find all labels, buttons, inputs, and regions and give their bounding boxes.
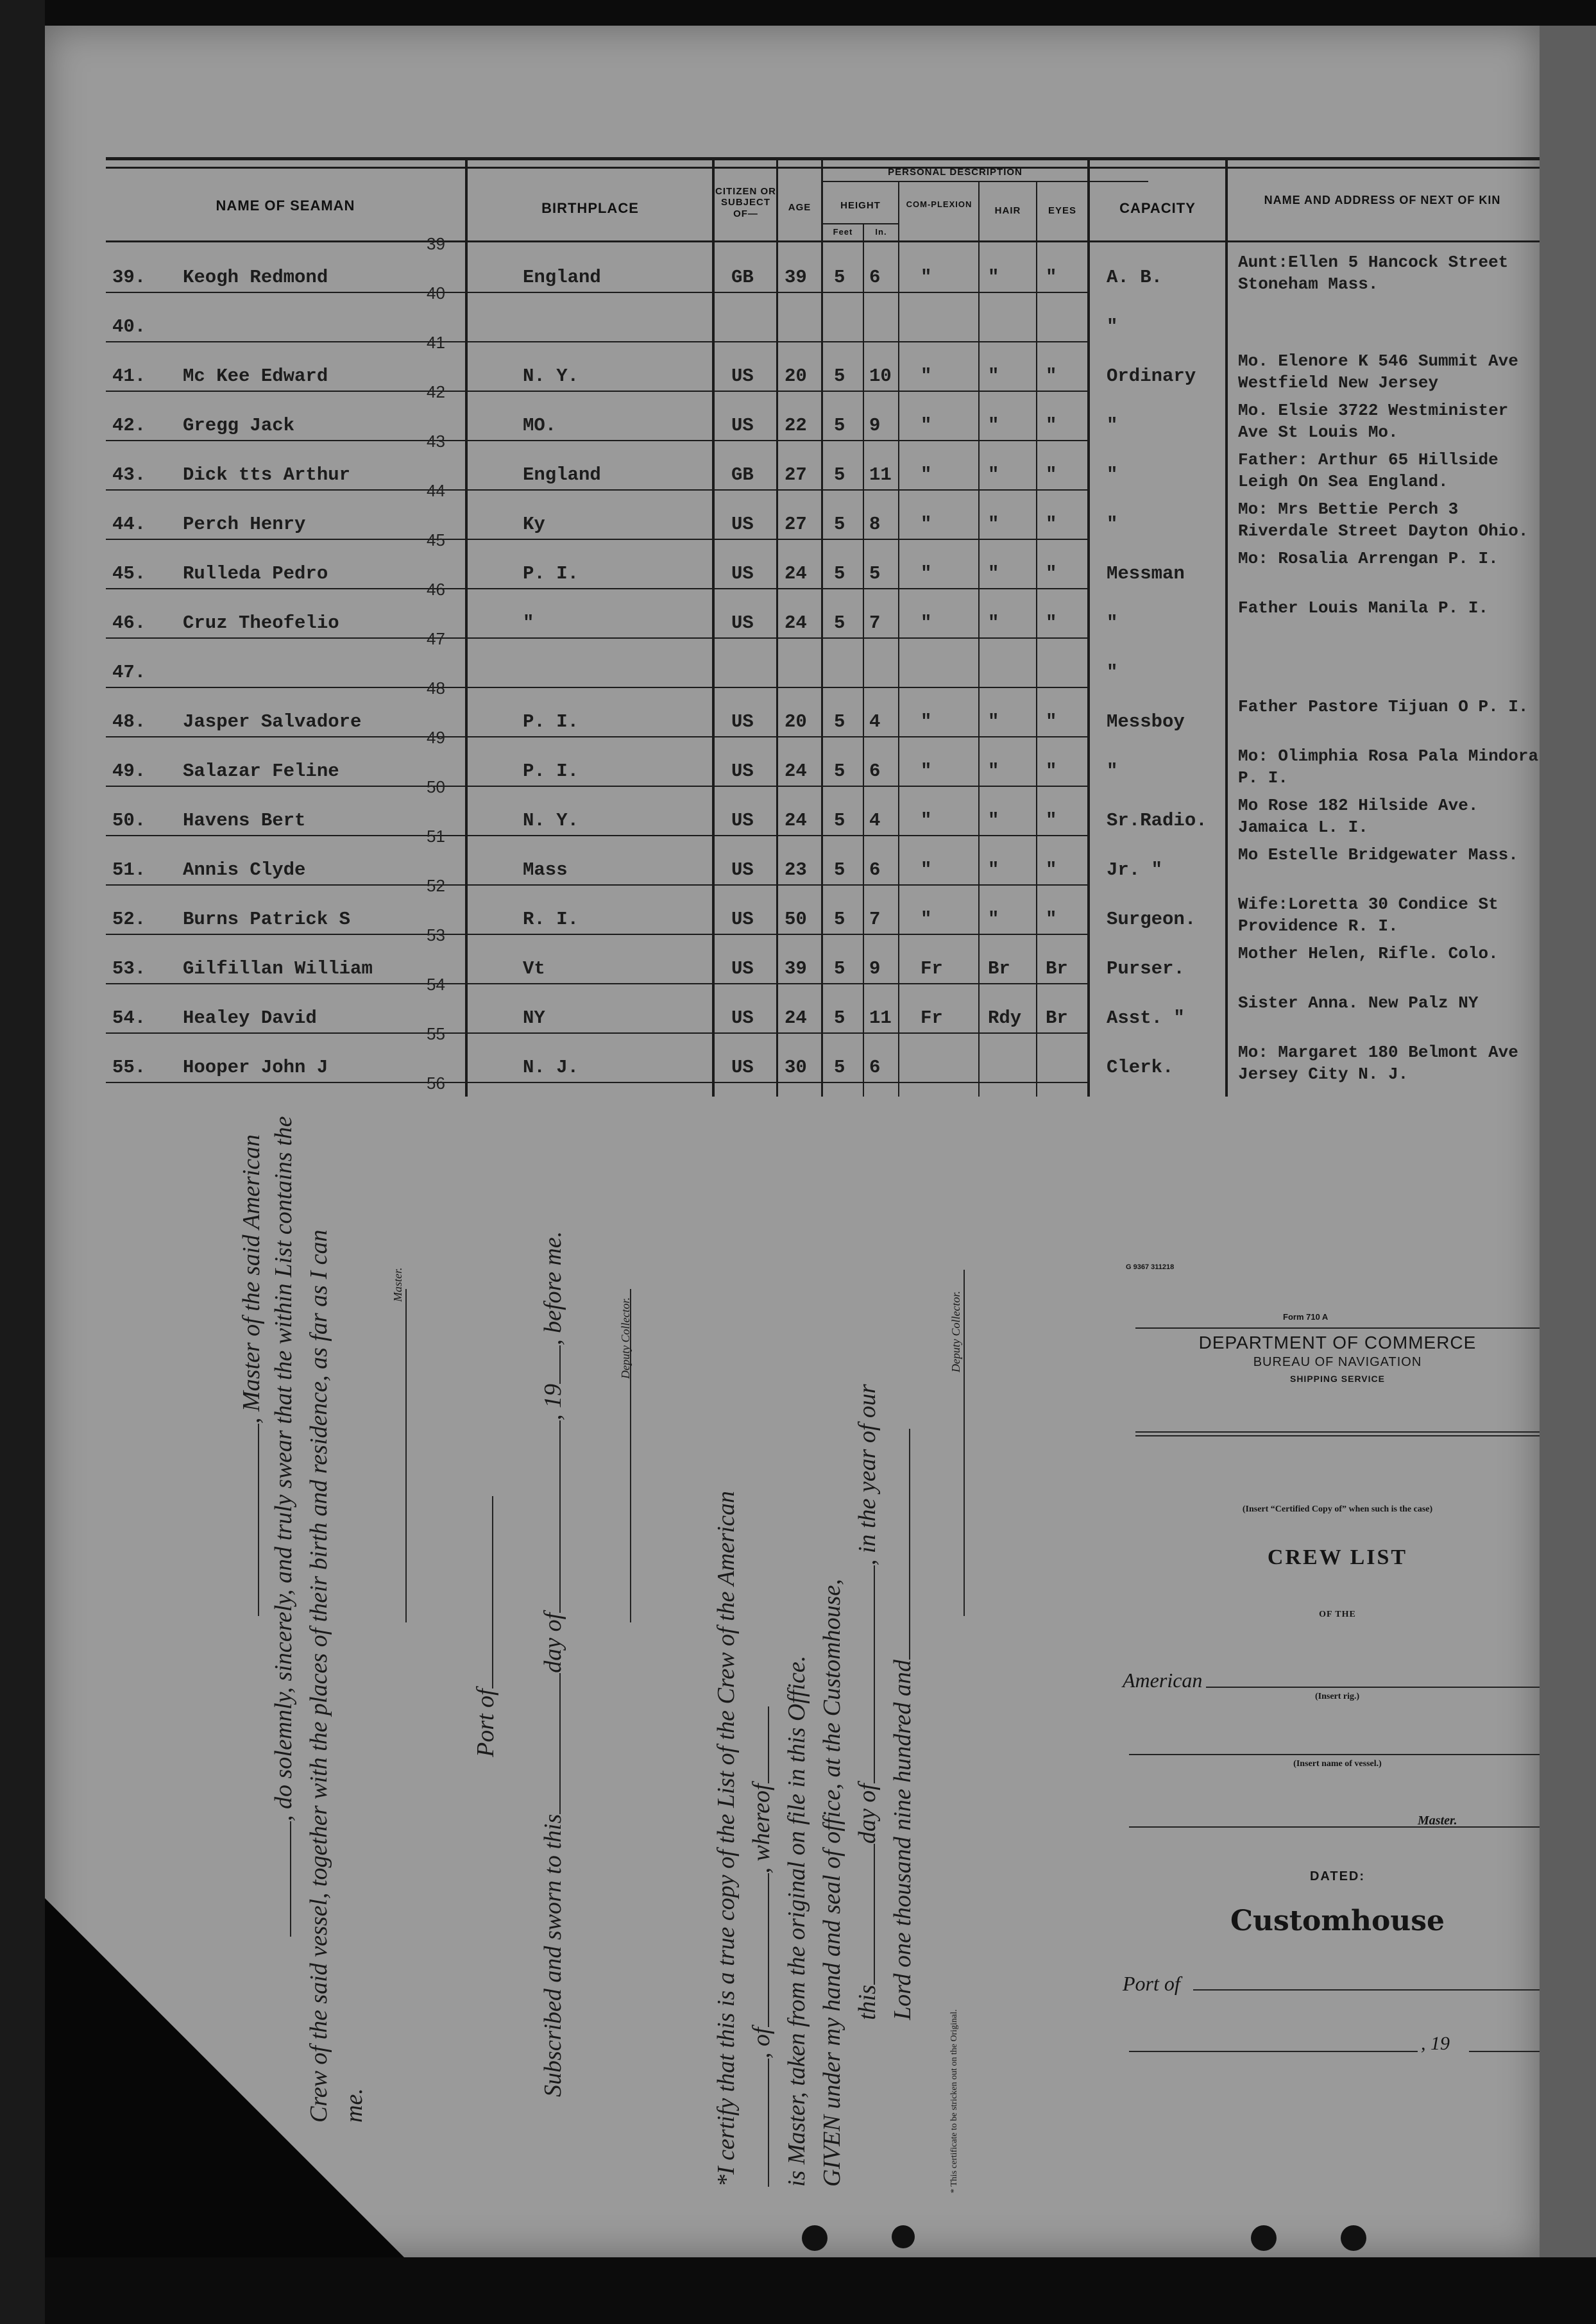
hair: "	[988, 761, 999, 782]
height-feet: 5	[834, 1007, 845, 1029]
line-number: 52	[427, 876, 445, 895]
year-line	[1469, 2051, 1540, 2052]
row-number: 49.	[112, 761, 146, 782]
complexion: "	[921, 415, 932, 436]
birthplace: England	[523, 464, 601, 485]
citizen: US	[731, 810, 754, 831]
cert-footnote: * This certificate to be stricken out on the Original.	[949, 2009, 959, 2193]
form-code: G 9367 311218	[1126, 1263, 1175, 1271]
year-label: , 19	[1421, 2033, 1450, 2054]
cert-line-4: GIVEN under my hand and seal of office, at the Customhouse,	[819, 1579, 845, 2187]
line-number: 51	[427, 827, 445, 846]
header-height: HEIGHT	[840, 200, 881, 211]
form-number: Form 710 A	[1283, 1312, 1329, 1322]
height-subrule	[821, 223, 898, 224]
birthplace: MO.	[523, 415, 557, 436]
row-number: 43.	[112, 464, 146, 485]
cert-line-3: is Master, taken from the original on file in this Office.	[783, 1655, 810, 2187]
header-age: AGE	[788, 202, 811, 213]
hair: Br	[988, 958, 1010, 979]
height-inches: 11	[869, 464, 892, 485]
cert-line-5: thisday of, in the year of our	[854, 1384, 881, 2020]
complexion: "	[921, 366, 932, 387]
birthplace: R. I.	[523, 909, 579, 930]
next-of-kin: Mo: Rosalia Arrengan P. I.	[1238, 549, 1498, 568]
eyes: "	[1046, 563, 1057, 584]
personal-desc-rule	[821, 181, 1148, 182]
header-capacity: CAPACITY	[1119, 200, 1196, 216]
col-rule	[898, 181, 899, 1097]
seaman-name: Dick tts Arthur	[183, 464, 351, 485]
age: 22	[785, 415, 807, 436]
header-eyes: EYES	[1048, 205, 1077, 216]
citizen: GB	[731, 267, 754, 288]
complexion: "	[921, 909, 932, 930]
header-birthplace: BIRTHPLACE	[541, 200, 639, 216]
next-of-kin: Father Louis Manila P. I.	[1238, 598, 1489, 618]
seaman-name: Cruz Theofelio	[183, 612, 339, 634]
age: 27	[785, 464, 807, 485]
eyes: "	[1046, 909, 1057, 930]
adjacent-page-edge	[1540, 26, 1596, 2257]
next-of-kin: Mo: Mrs Bettie Perch 3 Riverdale Street Dayton Ohio.	[1238, 500, 1529, 541]
citizen: US	[731, 366, 754, 387]
row-rule	[106, 539, 1087, 540]
capacity: Ordinary	[1107, 366, 1196, 387]
citizen: US	[731, 761, 754, 782]
row-number: 48.	[112, 711, 146, 732]
seaman-name: Salazar Feline	[183, 761, 339, 782]
birthplace: N. J.	[523, 1057, 579, 1078]
col-rule	[1036, 181, 1037, 1097]
height-feet: 5	[834, 1057, 845, 1078]
hair: "	[988, 415, 999, 436]
capacity: "	[1107, 514, 1118, 535]
line-number: 55	[427, 1024, 445, 1043]
eyes: Br	[1046, 1007, 1068, 1029]
capacity: Sr.Radio.	[1107, 810, 1207, 831]
cert-line-6: Lord one thousand nine hundred and	[888, 1429, 917, 2020]
capacity: A. B.	[1107, 267, 1163, 288]
cert-line-2: , of, whereof	[747, 1706, 776, 2187]
height-inches: 5	[869, 563, 881, 584]
insert-line	[1135, 1435, 1540, 1436]
row-number: 45.	[112, 563, 146, 584]
american-label: American	[1123, 1669, 1203, 1692]
row-rule	[106, 786, 1087, 787]
eyes: "	[1046, 415, 1057, 436]
seaman-name: Burns Patrick S	[183, 909, 351, 930]
punch-hole	[1251, 2225, 1277, 2251]
height-inches: 4	[869, 711, 881, 732]
header-feet: Feet	[833, 227, 853, 237]
crew-list-page	[45, 26, 1540, 2257]
header-inches: In.	[875, 227, 887, 237]
row-number: 39.	[112, 267, 146, 288]
hair: "	[988, 563, 999, 584]
seaman-name: Hooper John J	[183, 1057, 328, 1078]
row-rule	[106, 884, 1087, 886]
header-name: NAME OF SEAMAN	[216, 198, 355, 214]
line-number: 39	[427, 234, 445, 253]
row-rule	[106, 1082, 1087, 1083]
next-of-kin: Father Pastore Tijuan O P. I.	[1238, 697, 1529, 716]
vessel-line	[1129, 1754, 1540, 1755]
complexion: "	[921, 514, 932, 535]
row-number: 53.	[112, 958, 146, 979]
height-feet: 5	[834, 267, 845, 288]
next-of-kin: Mother Helen, Rifle. Colo.	[1238, 944, 1498, 963]
height-inches: 8	[869, 514, 881, 535]
port-line	[1193, 1989, 1540, 1991]
capacity: Jr. "	[1107, 859, 1163, 880]
height-feet: 5	[834, 464, 845, 485]
citizen: US	[731, 514, 754, 535]
punch-hole	[802, 2225, 828, 2251]
seaman-name: Healey David	[183, 1007, 317, 1029]
age: 27	[785, 514, 807, 535]
height-inches: 4	[869, 810, 881, 831]
citizen: US	[731, 612, 754, 634]
oath-port-of: Port of	[471, 1496, 500, 1757]
age: 24	[785, 1007, 807, 1029]
header-citizen: CITIZEN OR SUBJECT OF—	[715, 186, 776, 219]
eyes: "	[1046, 711, 1057, 732]
height-inches: 6	[869, 1057, 881, 1078]
row-number: 42.	[112, 415, 146, 436]
citizen: GB	[731, 464, 754, 485]
row-rule	[106, 687, 1087, 688]
row-rule	[106, 489, 1087, 491]
height-feet: 5	[834, 810, 845, 831]
next-of-kin: Mo. Elsie 3722 Westminister Ave St Louis Mo.	[1238, 401, 1509, 442]
rule	[1135, 1327, 1540, 1329]
department-title: DEPARTMENT OF COMMERCE	[1198, 1333, 1477, 1352]
next-of-kin: Mo. Elenore K 546 Summit Ave Westfield New Jersey	[1238, 351, 1518, 392]
capacity: "	[1107, 761, 1118, 782]
capacity: Messman	[1107, 563, 1185, 584]
height-inches: 6	[869, 859, 881, 880]
insert-certified-note: (Insert “Certified Copy of” when such is the case)	[1242, 1504, 1433, 1514]
height-inches: 6	[869, 761, 881, 782]
birthplace: Mass	[523, 859, 568, 880]
age: 39	[785, 958, 807, 979]
line-number: 49	[427, 728, 445, 747]
citizen: US	[731, 1057, 754, 1078]
birthplace: England	[523, 267, 601, 288]
height-inches: 7	[869, 612, 881, 634]
col-rule	[1087, 157, 1090, 1097]
header-personal: PERSONAL DESCRIPTION	[888, 167, 1023, 178]
hair: Rdy	[988, 1007, 1022, 1029]
age: 20	[785, 366, 807, 387]
row-rule	[106, 440, 1087, 441]
eyes: "	[1046, 366, 1057, 387]
complexion: "	[921, 267, 932, 288]
height-feet: 5	[834, 909, 845, 930]
row-number: 44.	[112, 514, 146, 535]
complexion: Fr	[921, 958, 943, 979]
height-inches: 10	[869, 366, 892, 387]
eyes: "	[1046, 761, 1057, 782]
eyes: Br	[1046, 958, 1068, 979]
complexion: "	[921, 810, 932, 831]
birthplace: Vt	[523, 958, 545, 979]
row-number: 40.	[112, 316, 146, 337]
col-rule	[712, 157, 715, 1097]
line-number: 42	[427, 382, 445, 401]
next-of-kin: Sister Anna. New Palz NY	[1238, 993, 1479, 1013]
height-feet: 5	[834, 514, 845, 535]
master-caption: Master.	[391, 1267, 404, 1302]
complexion: "	[921, 464, 932, 485]
row-number: 41.	[112, 366, 146, 387]
age: 30	[785, 1057, 807, 1078]
next-of-kin: Mo: Margaret 180 Belmont Ave Jersey City N. J.	[1238, 1043, 1518, 1084]
master-line	[1129, 1826, 1540, 1828]
row-rule	[106, 341, 1087, 342]
complexion: "	[921, 612, 932, 634]
col-rule	[821, 157, 823, 1097]
height-inches: 11	[869, 1007, 892, 1029]
capacity: "	[1107, 612, 1118, 634]
row-rule	[106, 934, 1087, 935]
age: 24	[785, 810, 807, 831]
age: 39	[785, 267, 807, 288]
insert-rig-note: (Insert rig.)	[1315, 1692, 1360, 1701]
age: 24	[785, 612, 807, 634]
citizen: US	[731, 563, 754, 584]
seaman-name: Annis Clyde	[183, 859, 306, 880]
row-number: 47.	[112, 662, 146, 683]
birthplace: NY	[523, 1007, 545, 1029]
line-number: 44	[427, 481, 445, 500]
citizen: US	[731, 711, 754, 732]
complexion: "	[921, 859, 932, 880]
row-rule	[106, 292, 1087, 293]
line-number: 47	[427, 629, 445, 648]
date-line	[1129, 2051, 1418, 2052]
line-number: 50	[427, 777, 445, 796]
line-number: 46	[427, 580, 445, 599]
complexion: Fr	[921, 1007, 943, 1029]
birthplace: P. I.	[523, 711, 579, 732]
eyes: "	[1046, 514, 1057, 535]
birthplace: P. I.	[523, 761, 579, 782]
row-rule	[106, 835, 1087, 836]
oath-line-2: , do solemnly, sincerely, and truly swear that the within List contains the	[269, 1116, 298, 1937]
height-feet: 5	[834, 366, 845, 387]
capacity: "	[1107, 662, 1118, 683]
deputy-caption-2: Deputy Collector.	[949, 1291, 962, 1372]
height-inches: 6	[869, 267, 881, 288]
row-rule	[106, 1032, 1087, 1034]
insert-line	[1135, 1431, 1540, 1433]
citizen: US	[731, 958, 754, 979]
row-rule	[106, 736, 1087, 737]
customhouse-label: Customhouse	[1230, 1905, 1445, 1937]
seaman-name: Havens Bert	[183, 810, 306, 831]
row-number: 46.	[112, 612, 146, 634]
header-hair: HAIR	[994, 205, 1021, 216]
height-inches: 9	[869, 415, 881, 436]
col-rule	[776, 157, 778, 1097]
complexion: "	[921, 761, 932, 782]
punch-hole	[892, 2225, 915, 2248]
eyes: "	[1046, 859, 1057, 880]
master-label: Master.	[1418, 1814, 1457, 1828]
age: 23	[785, 859, 807, 880]
seaman-name: Rulleda Pedro	[183, 563, 328, 584]
hair: "	[988, 859, 999, 880]
hair: "	[988, 514, 999, 535]
oath-line-1: , Master of the said American	[237, 1134, 266, 1616]
col-rule	[465, 157, 468, 1097]
master-signature-line	[385, 1289, 413, 1622]
complexion: "	[921, 563, 932, 584]
hair: "	[988, 366, 999, 387]
height-feet: 5	[834, 415, 845, 436]
age: 20	[785, 711, 807, 732]
row-rule	[106, 588, 1087, 589]
line-number: 43	[427, 432, 445, 451]
oath-sworn: Subscribed and sworn to thisday of, 19, before me.	[539, 1231, 566, 2097]
rig-line	[1206, 1687, 1540, 1688]
height-feet: 5	[834, 563, 845, 584]
hair: "	[988, 267, 999, 288]
next-of-kin: Mo: Olimphia Rosa Pala Mindora P. I.	[1238, 746, 1539, 787]
row-number: 54.	[112, 1007, 146, 1029]
crew-table	[106, 141, 1540, 1097]
height-inches: 9	[869, 958, 881, 979]
col-rule	[978, 181, 980, 1097]
hair: "	[988, 464, 999, 485]
birthplace: P. I.	[523, 563, 579, 584]
row-number: 51.	[112, 859, 146, 880]
citizen: US	[731, 415, 754, 436]
next-of-kin: Mo Rose 182 Hilside Ave. Jamaica L. I.	[1238, 796, 1479, 837]
seaman-name: Keogh Redmond	[183, 267, 328, 288]
line-number: 53	[427, 925, 445, 945]
row-rule	[106, 391, 1087, 392]
film-border-left	[0, 0, 45, 2324]
bureau-title: BUREAU OF NAVIGATION	[1253, 1355, 1422, 1369]
dated-label: DATED:	[1309, 1869, 1366, 1883]
deputy-caption-1: Deputy Collector.	[619, 1297, 632, 1379]
capacity: Surgeon.	[1107, 909, 1196, 930]
capacity: Clerk.	[1107, 1057, 1174, 1078]
citizen: US	[731, 909, 754, 930]
birthplace: N. Y.	[523, 810, 579, 831]
height-feet: 5	[834, 958, 845, 979]
line-number: 56	[427, 1074, 445, 1093]
seaman-name: Gilfillan William	[183, 958, 373, 979]
height-feet: 5	[834, 612, 845, 634]
hair: "	[988, 612, 999, 634]
age: 24	[785, 761, 807, 782]
capacity: Purser.	[1107, 958, 1185, 979]
height-feet: 5	[834, 711, 845, 732]
seaman-name: Jasper Salvadore	[183, 711, 362, 732]
header-kin: NAME AND ADDRESS OF NEXT OF KIN	[1264, 194, 1501, 206]
punch-hole	[1341, 2225, 1366, 2251]
birthplace: "	[523, 612, 534, 634]
birthplace: N. Y.	[523, 366, 579, 387]
row-number: 50.	[112, 810, 146, 831]
eyes: "	[1046, 810, 1057, 831]
eyes: "	[1046, 464, 1057, 485]
height-feet: 5	[834, 859, 845, 880]
row-number: 55.	[112, 1057, 146, 1078]
complexion: "	[921, 711, 932, 732]
line-number: 54	[427, 975, 445, 994]
citizen: US	[731, 859, 754, 880]
insert-vessel-note: (Insert name of vessel.)	[1293, 1759, 1382, 1769]
hair: "	[988, 909, 999, 930]
line-number: 41	[427, 333, 445, 352]
capacity: "	[1107, 464, 1118, 485]
hair: "	[988, 711, 999, 732]
col-rule	[1225, 157, 1228, 1097]
next-of-kin: Aunt:Ellen 5 Hancock Street Stoneham Mass.	[1238, 253, 1509, 294]
next-of-kin: Mo Estelle Bridgewater Mass.	[1238, 845, 1518, 864]
birthplace: Ky	[523, 514, 545, 535]
age: 50	[785, 909, 807, 930]
port-of-label: Port of	[1123, 1972, 1180, 1995]
row-rule	[106, 637, 1087, 639]
seaman-name: Perch Henry	[183, 514, 306, 535]
folded-corner	[45, 1898, 404, 2257]
of-the-label: OF THE	[1319, 1610, 1356, 1619]
row-number: 52.	[112, 909, 146, 930]
oath-line-4: me.	[341, 2088, 368, 2123]
height-feet: 5	[834, 761, 845, 782]
capacity: Asst. "	[1107, 1007, 1185, 1029]
next-of-kin: Wife:Loretta 30 Condice St Providence R. I.	[1238, 895, 1498, 936]
seaman-name: Gregg Jack	[183, 415, 295, 436]
capacity: "	[1107, 316, 1118, 337]
header-complexion: COM-PLEXION	[906, 199, 972, 209]
row-rule	[106, 983, 1087, 984]
age: 24	[785, 563, 807, 584]
crew-list-title: CREW LIST	[1267, 1545, 1408, 1569]
line-number: 48	[427, 678, 445, 698]
eyes: "	[1046, 267, 1057, 288]
height-inches: 7	[869, 909, 881, 930]
capacity: Messboy	[1107, 711, 1185, 732]
service-title: SHIPPING SERVICE	[1289, 1374, 1385, 1384]
hair: "	[988, 810, 999, 831]
col-rule	[863, 224, 864, 1097]
line-number: 45	[427, 530, 445, 550]
citizen: US	[731, 1007, 754, 1029]
cert-line-1: *I certify that this is a true copy of the List of the Crew of the American	[713, 1491, 740, 2187]
capacity: "	[1107, 415, 1118, 436]
eyes: "	[1046, 612, 1057, 634]
next-of-kin: Father: Arthur 65 Hillside Leigh On Sea England.	[1238, 450, 1498, 491]
oath-line-3: Crew of the said vessel, together with the places of their birth and residence, as far as I can	[305, 1229, 332, 2123]
line-number: 40	[427, 283, 445, 303]
seaman-name: Mc Kee Edward	[183, 366, 328, 387]
